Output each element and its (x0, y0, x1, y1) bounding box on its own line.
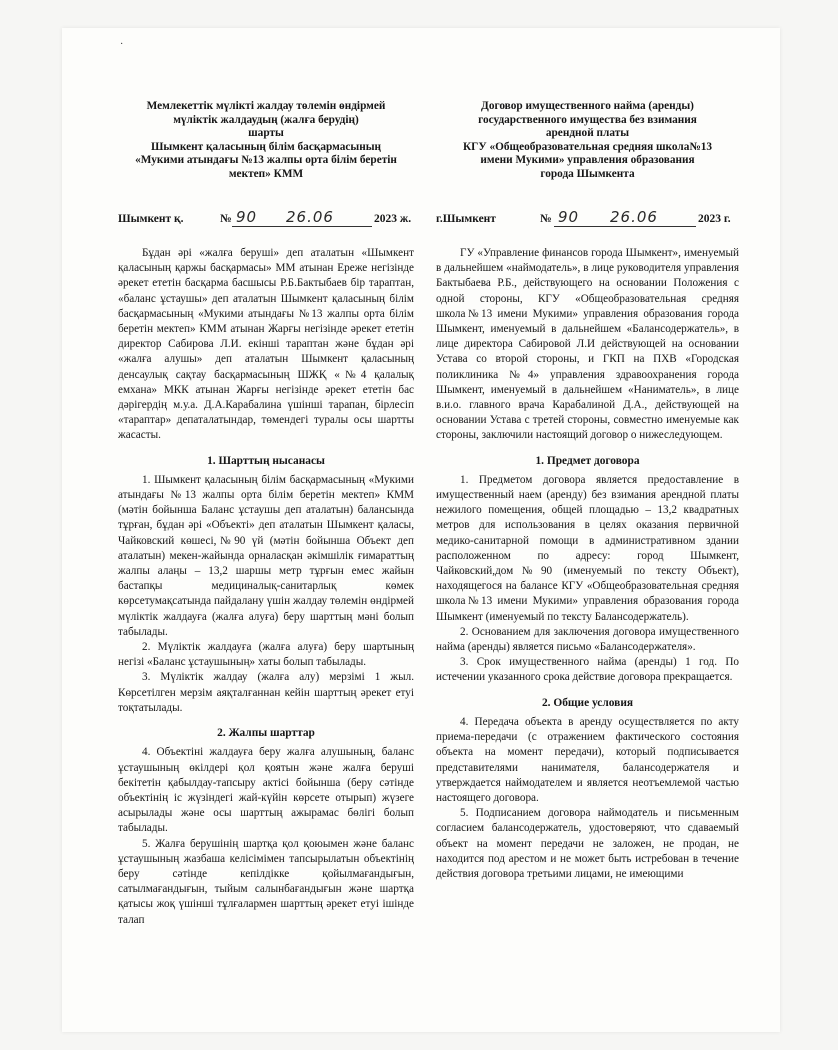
ru-clause-4: 4. Передача объекта в аренду осуществляется по акту приема-передачи (с отражением фактического состояния объекта на момент передачи), который подписывается представителями нанимателя, балансодержателя и утверждается наймодателем и является неотъемлемой частью настоящего договора. (436, 715, 739, 804)
kz-title-line: мүліктік жалдаудың (жалға берудің) (173, 113, 359, 126)
kz-section-1-title: 1. Шарттың нысанасы (207, 454, 325, 467)
kz-clause-5: 5. Жалға берушінің шартқа қол қоюымен және баланс ұстаушының жазбаша келісімімен тапсырылатын объектінің беру сәтінде кепілдікке қойылмағандығын, сатылмағандығын, тыйым салынбағандығын және шартқа қатысы жоқ үшінші тұлғалармен шарттың әрекет етуі ішінде талап (118, 837, 414, 926)
kz-date-handwritten: 26.06 (286, 208, 334, 226)
ru-title-line: города Шымкента (540, 167, 635, 180)
kz-title-line: Мемлекеттік мүлікті жалдау төлемін өндірмей (146, 100, 386, 112)
corner-mark: · (120, 39, 124, 50)
kz-title-line: мектеп» КММ (228, 167, 304, 180)
ru-number-label: № (540, 213, 552, 225)
ru-title-line: арендной платы (545, 127, 630, 140)
ru-place-date-line (436, 208, 739, 234)
ru-number-handwritten: 90 (558, 208, 580, 226)
kz-number-handwritten: 90 (236, 208, 258, 226)
ru-title-line: КГУ «Общеобразовательная средняя школа№13 (462, 140, 713, 153)
ru-clause-2: 2. Основанием для заключения договора имущественного найма (аренды) является письмо «Балансодержателя». (436, 625, 739, 654)
ru-title (436, 100, 739, 208)
ru-title-line: Договор имущественного найма (аренды) (481, 100, 694, 112)
ru-title-line: государственного имущества без взимания (478, 113, 697, 126)
ru-clause-1: 1. Предметом договора является предоставление в имущественный наем (аренду) без взимания арендной платы нежилого помещения, общей площадью – 13,2 квадратных метров для использования в целях оказания первичной медико-санитарной помощи в административном здании расположенном по адресу: город Шымкент, Чайковский,дом№90 (именуемый по тексту Объект), находящегося на балансе КГУ «Общеобразовательная средняя школа№13 имени Мукими» управления образования города Шымкент (именуемый по тексту Балансодержатель). (436, 473, 739, 623)
kz-title-line: «Мукими атындағы №13 жалпы орта білім беретін (135, 154, 397, 167)
kz-year: 2023 ж. (374, 213, 412, 225)
kz-clause-4: 4. Объектіні жалдауға беру жалға алушының, баланс ұстаушының өкілдері қол қоятын және жалға беруші бекітетін қабылдау-тапсыру актісі бойынша (беру сәтінде объектінің іс жүзіндегі жай-күйін көрсете отырып) жүзеге асырылады және осы шарттың ажырамас бөлігі болып табылады. (118, 746, 414, 835)
kz-city: Шымкент қ. (118, 213, 184, 225)
ru-city: г.Шымкент (436, 213, 496, 225)
kz-place-date-line (118, 208, 414, 234)
ru-title-line: имени Мукими» управления образования (480, 154, 695, 167)
russian-column (436, 100, 739, 882)
kazakh-column (118, 100, 414, 928)
kz-body (118, 246, 414, 928)
kz-preamble: Бұдан әрі «жалға беруші» деп аталатын «Шымкент қаласының қаржы басқармасы» ММ атынан Ереже негізінде әрекет ететін басқарма басшысы Р.Б.Бактыбаев бір тараптан, «баланс ұстаушы» деп аталатын Шымкент қаласының білім басқармасының «Мукими атындағы №13 жалпы орта білім беретін мектеп» КММ атынан Жарғы негізінде әрекет ететін директор Сабирова Л.И. екінші тараптан және бұдан әрі «жалға алушы» деп аталатын Шымкент қаласының денсаулық сақтау басқармасының ШЖҚ «№4 қалалық емхана» МКК атынан Жарғы негізінде әрекет ететін бас дәрігердің м.у.а. Д.А.Карабалина үшінші тарапан, бірлесіп «тараптар» депаталатындар, төмендегі туралы осы шартты жасасты. (118, 247, 414, 442)
ru-section-1-title: 1. Предмет договора (535, 454, 640, 467)
ru-section-2-title: 2. Общие условия (541, 696, 634, 709)
ru-clause-5: 5. Подписанием договора наймодатель и письменным согласием балансодержатель, удостоверяют, что сдаваемый объект на момент передачи не заложен, не продан, не находится под арестом и не может быть истребован в течение действия договора третьими лицами, не имеющими (436, 807, 739, 880)
kz-date-underline (232, 226, 372, 227)
kz-title-line: Шымкент қаласының білім басқармасының (150, 140, 382, 153)
ru-year: 2023 г. (698, 213, 731, 225)
kz-clause-2: 2. Мүліктік жалдауға (жалға алуға) беру шартының негізі «Баланс ұстаушының» хаты болып табылады. (118, 641, 414, 669)
kz-title (118, 100, 414, 208)
document-page (62, 28, 780, 1032)
kz-title-line: шарты (248, 127, 284, 140)
kz-number-label: № (220, 213, 232, 225)
kz-clause-1: 1. Шымкент қаласының білім басқармасының «Мукими атындағы №13 жалпы орта білім беретін мектеп» КММ (мәтін бойынша Баланс ұстаушы деп аталатын) балансында тұрған, бұдан әрі «Объекті» деп аталатын Шымкент қаласы, Чайковский көшесі,№90 үй (мәтін бойынша Объект деп аталатын) мекен-жайында орналасқан әкімшілік ғимараттың жалпы алаңы – 13,2 шаршы метр тұрғын емес жайын бастапқы медициналық-санитарлық көмек көрсетумақсатында пайдалану үшін жалдау төлемін өндірмей мүліктік жалдауға (жалға алуға) беру шарттың мәні болып табылады. (118, 473, 414, 638)
kz-section-2-title: 2. Жалпы шарттар (217, 727, 315, 740)
ru-body (436, 246, 739, 882)
kz-clause-3: 3. Мүліктік жалдау (жалға алу) мерзімі 1 жыл. Көрсетілген мерзім аяқталғаннан кейін шарттың әрекет етуі тоқтатылады. (118, 671, 414, 714)
ru-clause-3: 3. Срок имущественного найма (аренды) 1 год. По истечении указанного срока действие договора прекращается. (436, 656, 739, 684)
ru-date-handwritten: 26.06 (610, 208, 658, 226)
ru-preamble: ГУ «Управление финансов города Шымкент», именуемый в дальнейшем «наймодатель», в лице руководителя управления Бактыбаева Р.Б., действующего на основании Положения с одной стороны, КГУ «Общеобразовательная средняя школа№13 имени Мукими» управления образования города Шымкент, именуемый в дальнейшем «Балансодержатель», в лице директора Сабировой Л.И действующей на основании Устава со второй стороны, и ГКП на ПХВ «Городская поликлиника №4» управления здравоохранения города Шымкент, именуемый в дальнейшем «Наниматель», в лице в.и.о. главного врача Карабалиной Д.А., действующей на основании Устава с третей стороны, совместно именуемые как стороны, заключили настоящий договор о нижеследующем. (436, 247, 739, 442)
ru-date-underline (554, 226, 696, 227)
